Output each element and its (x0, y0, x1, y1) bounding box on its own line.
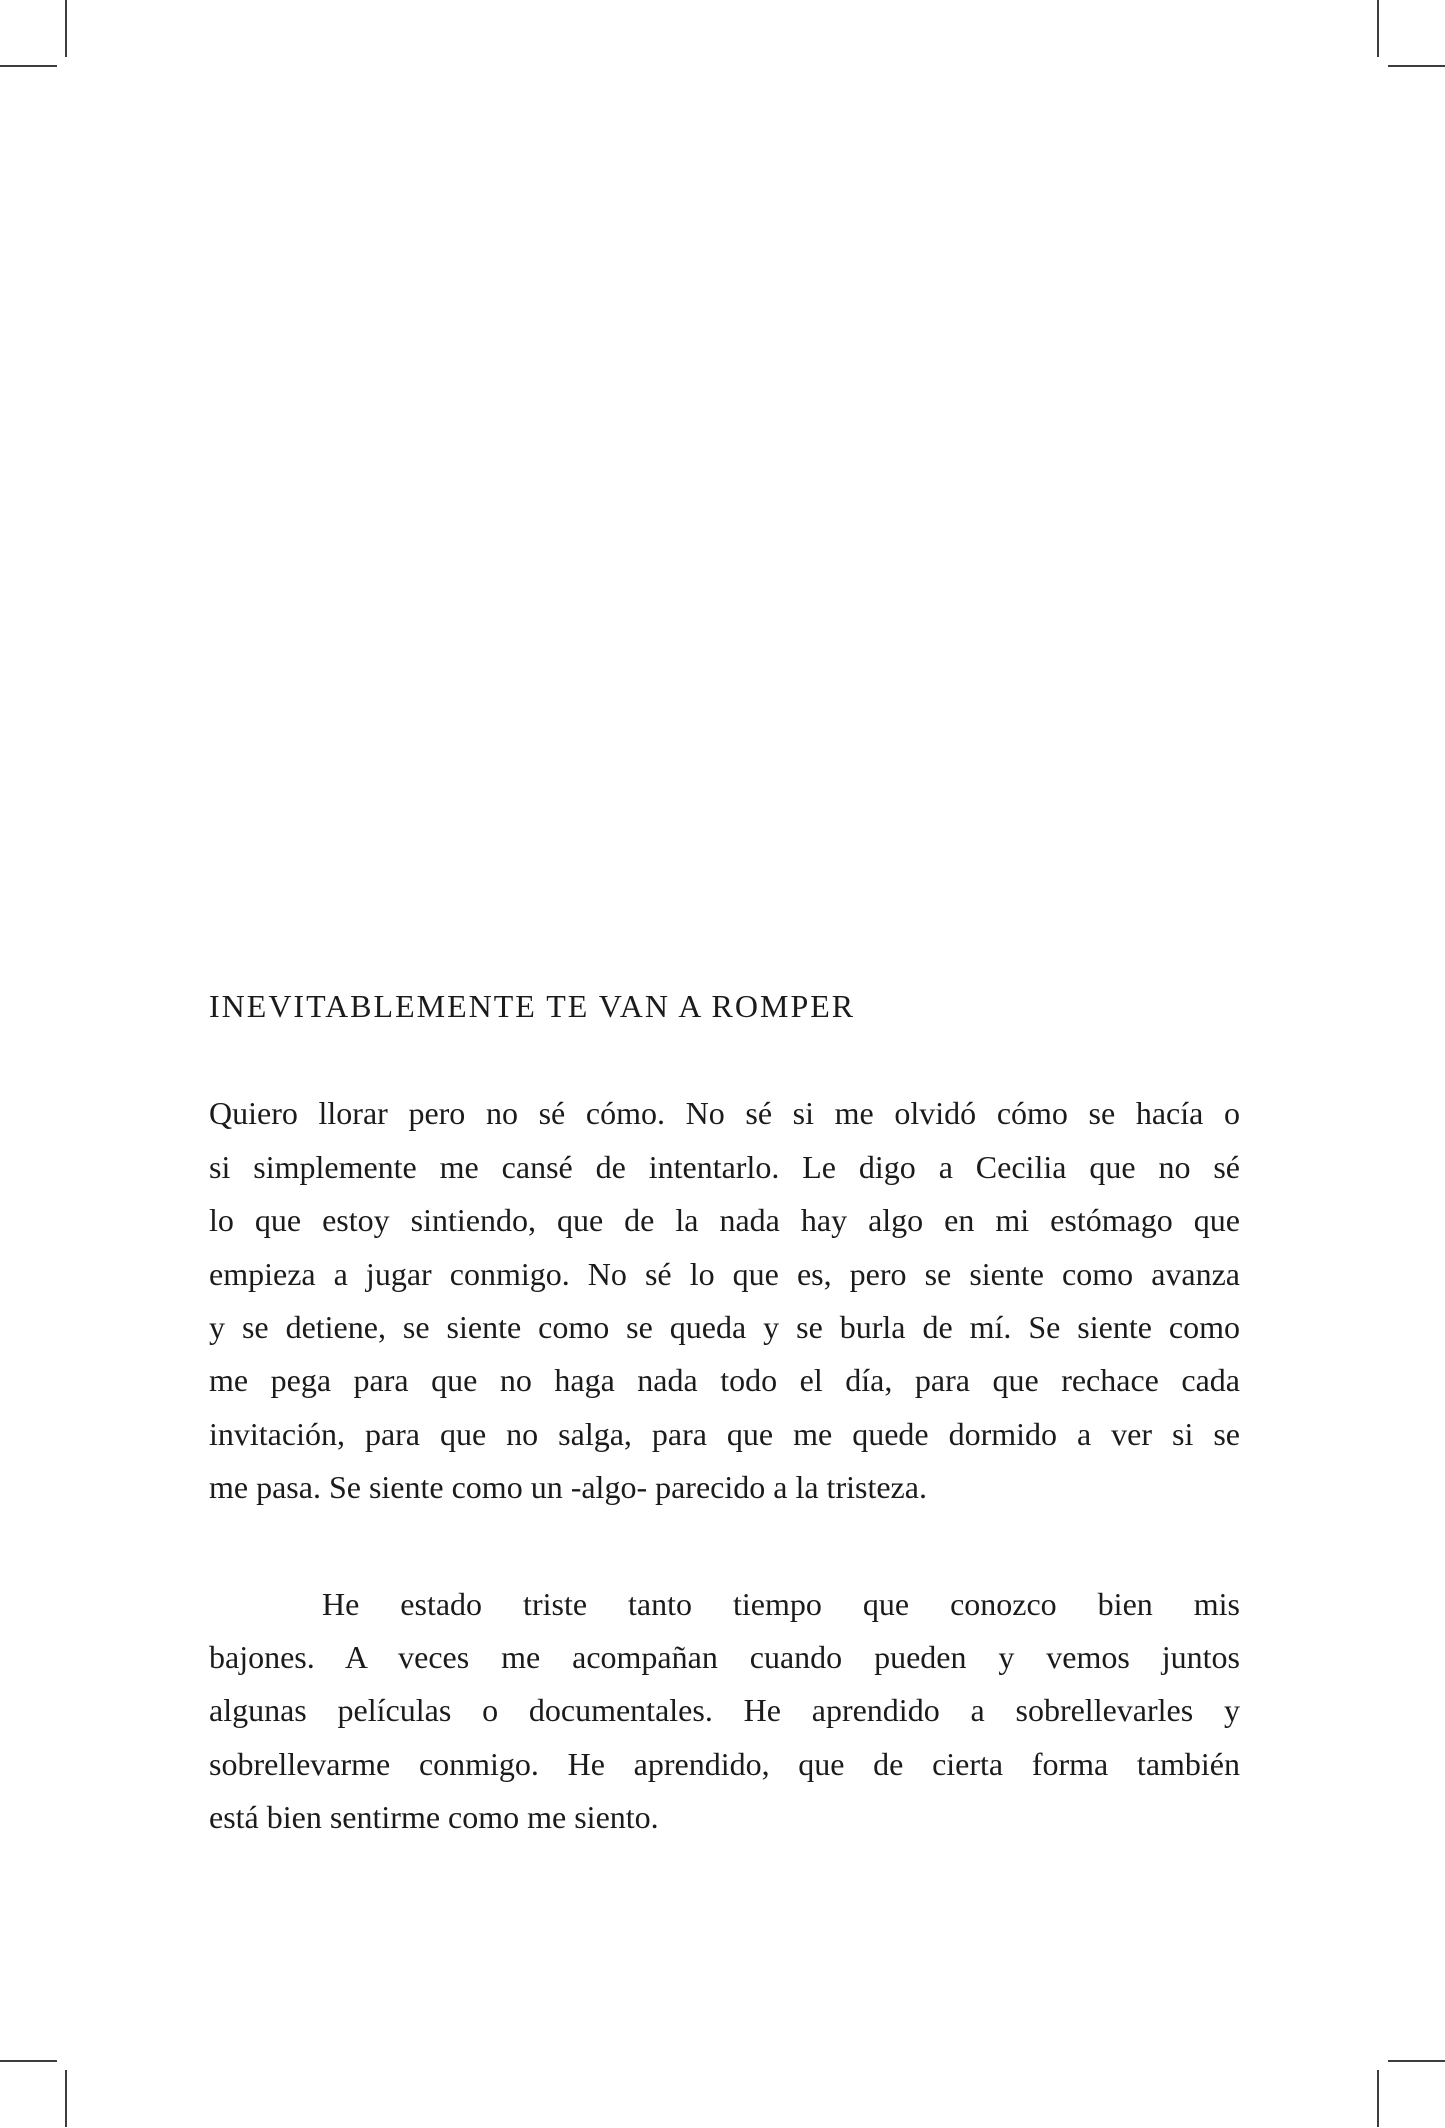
crop-mark-bottom-right-horizontal (1388, 2060, 1445, 2062)
crop-mark-top-right-vertical (1377, 0, 1379, 57)
crop-mark-bottom-left-horizontal (0, 2060, 57, 2062)
paragraph-1-line: me pasa. Se siente como un -algo- parecido a la tristeza. (209, 1469, 927, 1506)
crop-mark-top-left-horizontal (0, 65, 57, 67)
paragraph-1-line: empieza a jugar conmigo. No sé lo que es, pero se siente como avanza (209, 1255, 1240, 1292)
paragraph-2-line: bajones. A veces me acompañan cuando pueden y vemos juntos (209, 1639, 1240, 1676)
paragraph-2-line: He estado triste tanto tiempo que conozco bien mis (322, 1585, 1240, 1622)
paragraph-1-line: me pega para que no haga nada todo el día, para que rechace cada (209, 1362, 1240, 1399)
paragraph-2-line: está bien sentirme como me siento. (209, 1799, 659, 1836)
crop-mark-bottom-right-vertical (1377, 2070, 1379, 2127)
crop-mark-bottom-left-vertical (65, 2070, 67, 2127)
paragraph-2 (209, 1578, 1240, 1845)
text-block (209, 980, 1240, 1845)
paragraph-2-line: algunas películas o documentales. He aprendido a sobrellevarles y (209, 1692, 1240, 1729)
chapter-title: INEVITABLEMENTE TE VAN A ROMPER (209, 988, 856, 1024)
crop-mark-top-right-horizontal (1388, 65, 1445, 67)
paragraph-1-line: invitación, para que no salga, para que me quede dormido a ver si se (209, 1415, 1240, 1452)
paragraph-1-line: si simplemente me cansé de intentarlo. Le digo a Cecilia que no sé (209, 1148, 1240, 1185)
paragraph-1-line: Quiero llorar pero no sé cómo. No sé si me olvidó cómo se hacía o (209, 1095, 1240, 1132)
paragraph-1 (209, 1087, 1240, 1514)
paragraph-1-line: y se detiene, se siente como se queda y se burla de mí. Se siente como (209, 1309, 1240, 1346)
paragraph-2-line: sobrellevarme conmigo. He aprendido, que de cierta forma también (209, 1745, 1240, 1782)
crop-mark-top-left-vertical (65, 0, 67, 57)
paragraph-1-line: lo que estoy sintiendo, que de la nada hay algo en mi estómago que (209, 1202, 1240, 1239)
